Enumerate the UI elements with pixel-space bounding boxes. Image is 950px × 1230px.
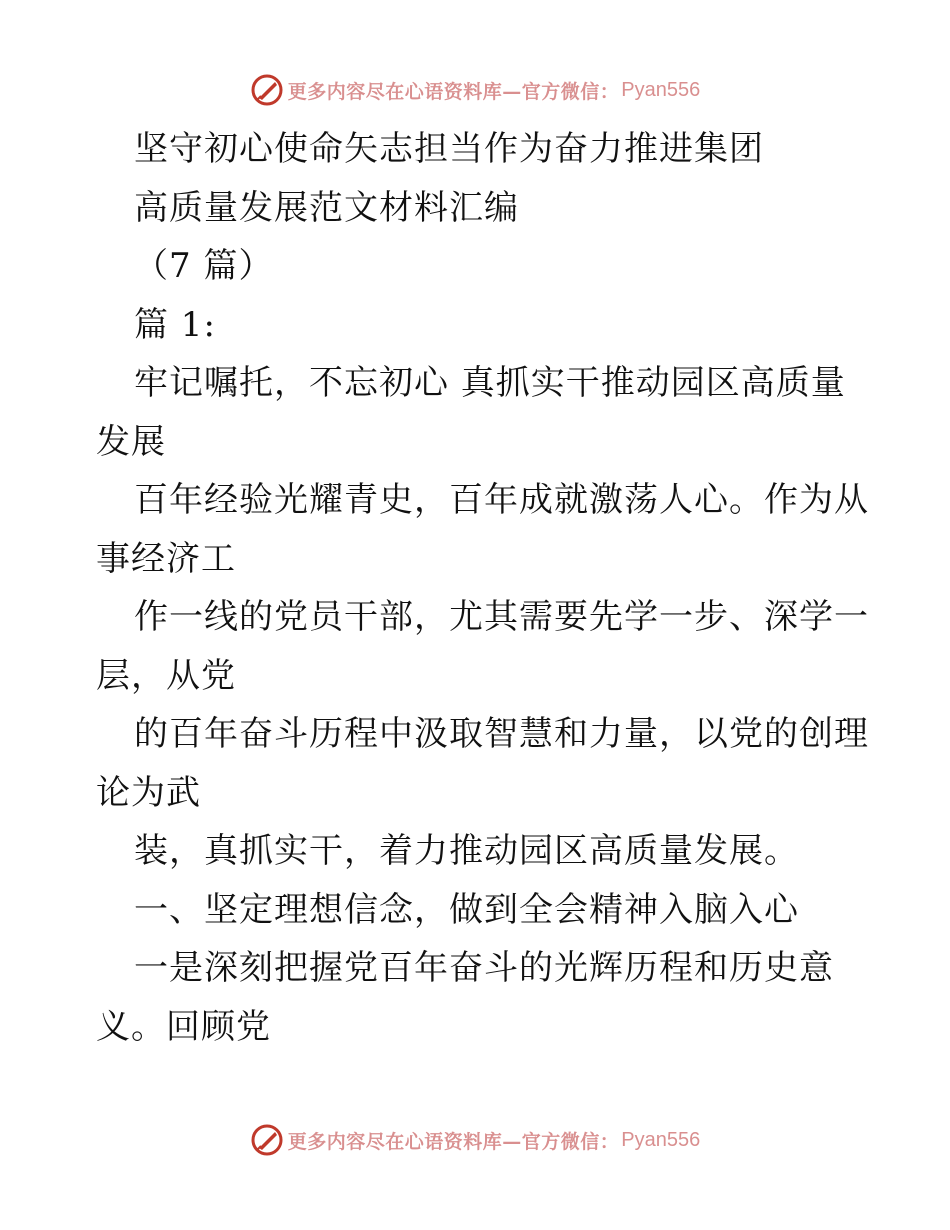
section-heading: 一、坚定理想信念，做到全会精神入脑入心 — [134, 889, 799, 930]
paragraph-line: 装，真抓实干，着力推动园区高质量发展。 — [134, 831, 799, 871]
paragraph-line: 的百年奋斗历程中汲取智慧和力量，以党的创理 — [134, 714, 869, 754]
doc-title-line-2: 高质量发展范文材料汇编 — [134, 187, 519, 228]
footer-banner-id: Pyan556 — [621, 1128, 701, 1151]
paragraph-line: 作一线的党员干部，尤其需要先学一步、深学一 — [134, 597, 869, 637]
paragraph-line: 义。回顾党 — [96, 1006, 271, 1047]
article-title-line-2: 发展 — [96, 421, 166, 462]
doc-title-line-1: 坚守初心使命矢志担当作为奋力推进集团 — [134, 129, 764, 169]
header-banner-id: Pyan556 — [621, 78, 701, 101]
section-label: 篇 1: — [134, 304, 216, 345]
doc-count: （7 篇） — [134, 246, 274, 286]
paragraph-line: 论为武 — [96, 772, 201, 813]
article-title-line-1: 牢记嘱托，不忘初心 真抓实干推动园区高质量 — [134, 363, 846, 403]
header-banner — [0, 70, 950, 110]
quill-logo-icon — [250, 1123, 284, 1157]
footer-banner — [0, 1120, 950, 1160]
paragraph-line: 一是深刻把握党百年奋斗的光辉历程和历史意 — [134, 948, 834, 988]
paragraph-line: 层，从党 — [96, 655, 236, 696]
paragraph-line: 事经济工 — [96, 538, 236, 579]
quill-logo-icon — [250, 73, 284, 107]
paragraph-line: 百年经验光耀青史，百年成就激荡人心。作为从 — [134, 480, 869, 520]
header-banner-text: 更多内容尽在心语资料库—官方微信： — [287, 80, 620, 103]
footer-banner-text: 更多内容尽在心语资料库—官方微信： — [287, 1130, 620, 1153]
document-body — [96, 120, 869, 1056]
